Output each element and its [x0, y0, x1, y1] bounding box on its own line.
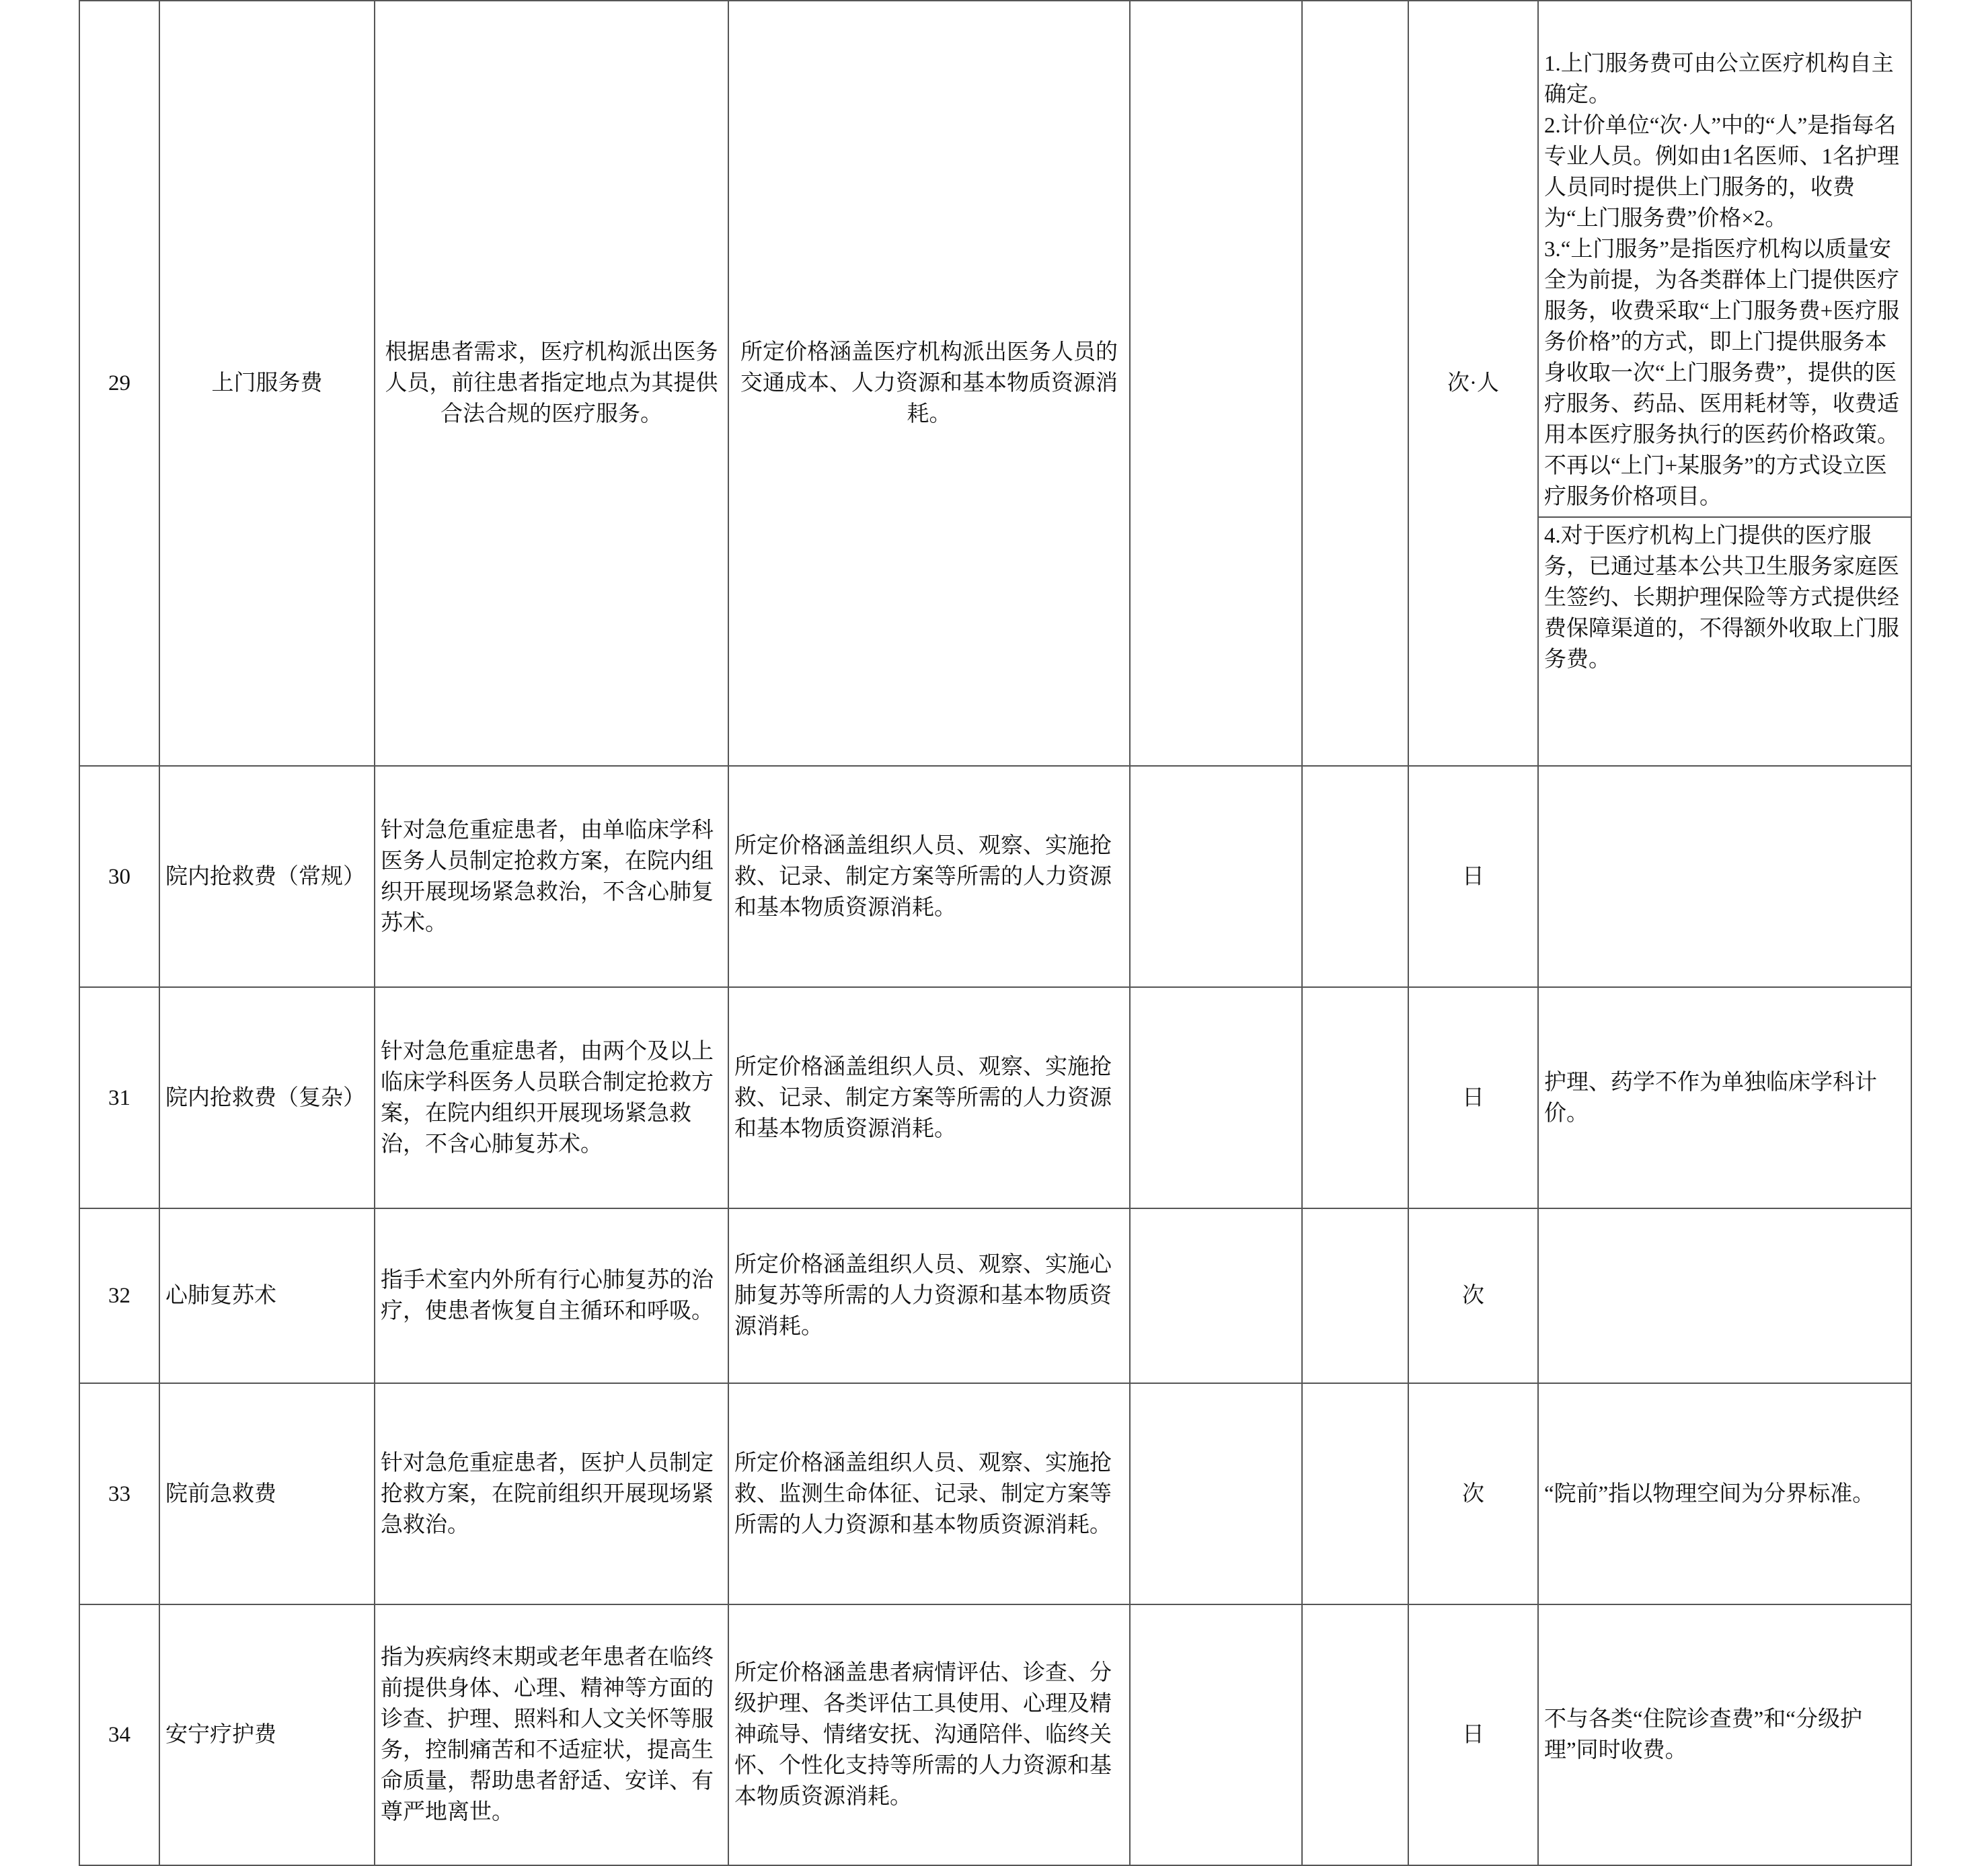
item-col6: [1302, 1208, 1408, 1383]
item-name: 院内抢救费（复杂）: [159, 987, 375, 1208]
item-note: [1538, 766, 1911, 987]
item-content: 针对急危重症患者，医护人员制定抢救方案，在院前组织开展现场紧急救治。: [375, 1383, 728, 1604]
item-note: [1538, 1208, 1911, 1383]
item-note: 护理、药学不作为单独临床学科计价。: [1538, 987, 1911, 1208]
item-note: 不与各类“住院诊查费”和“分级护理”同时收费。: [1538, 1604, 1911, 1865]
item-content: 针对急危重症患者，由单临床学科医务人员制定抢救方案，在院内组织开展现场紧急救治，不含心肺复苏术。: [375, 766, 728, 987]
pricing-table: [79, 0, 1912, 1866]
item-name: 心肺复苏术: [159, 1208, 375, 1383]
item-scope: 所定价格涵盖患者病情评估、诊查、分级护理、各类评估工具使用、心理及精神疏导、情绪安抚、沟通陪伴、临终关怀、个性化支持等所需的人力资源和基本物质资源消耗。: [728, 1604, 1130, 1865]
item-unit: 日: [1408, 987, 1538, 1208]
item-content: 指为疾病终末期或老年患者在临终前提供身体、心理、精神等方面的诊查、护理、照料和人文关怀等服务，控制痛苦和不适症状，提高生命质量，帮助患者舒适、安详、有尊严地离世。: [375, 1604, 728, 1865]
item-scope: 所定价格涵盖医疗机构派出医务人员的交通成本、人力资源和基本物质资源消耗。: [728, 1, 1130, 766]
item-content: 针对急危重症患者，由两个及以上临床学科医务人员联合制定抢救方案，在院内组织开展现场紧急救治，不含心肺复苏术。: [375, 987, 728, 1208]
table-row: [79, 1208, 1911, 1383]
item-content: 指手术室内外所有行心肺复苏的治疗，使患者恢复自主循环和呼吸。: [375, 1208, 728, 1383]
item-col5: [1130, 1208, 1302, 1383]
item-col6: [1302, 1604, 1408, 1865]
item-unit: 日: [1408, 766, 1538, 987]
item-number: 31: [79, 987, 159, 1208]
item-number: 34: [79, 1604, 159, 1865]
item-col5: [1130, 766, 1302, 987]
item-content: 根据患者需求，医疗机构派出医务人员，前往患者指定地点为其提供合法合规的医疗服务。: [375, 1, 728, 766]
item-col6: [1302, 987, 1408, 1208]
item-col6: [1302, 766, 1408, 987]
item-note-2: 4.对于医疗机构上门提供的医疗服务，已通过基本公共卫生服务家庭医生签约、长期护理保险等方式提供经费保障渠道的，不得额外收取上门服务费。: [1539, 516, 1911, 675]
item-note: 1.上门服务费可由公立医疗机构自主确定。 2.计价单位“次·人”中的“人”是指每名专业人员。例如由1名医师、1名护理人员同时提供上门服务的，收费为“上门服务费”价格×2。 3.“上门服务”是指医疗机构以质量安全为前提，为各类群体上门提供医疗服务，收费采取“上门服务费+医疗服务价格”的方式，即上门提供服务本身收取一次“上门服务费”，提供的医疗服务、药品、医用耗材等，收费适用本医疗服务执行的医药价格政策。不再以“上门+某服务”的方式设立医疗服务价格项目。: [1544, 52, 1900, 509]
item-name: 安宁疗护费: [159, 1604, 375, 1865]
table-row: [79, 1604, 1911, 1865]
table-row: [79, 1383, 1911, 1604]
item-col5: [1130, 1383, 1302, 1604]
table-row: [79, 1, 1911, 766]
table-row: [79, 987, 1911, 1208]
item-number: 29: [79, 1, 159, 766]
item-name: 院内抢救费（常规）: [159, 766, 375, 987]
table-row: [79, 766, 1911, 987]
item-col5: [1130, 1, 1302, 766]
item-scope: 所定价格涵盖组织人员、观察、实施抢救、监测生命体征、记录、制定方案等所需的人力资源和基本物质资源消耗。: [728, 1383, 1130, 1604]
item-col6: [1302, 1, 1408, 766]
item-number: 30: [79, 766, 159, 987]
item-unit: 次: [1408, 1208, 1538, 1383]
item-scope: 所定价格涵盖组织人员、观察、实施心肺复苏等所需的人力资源和基本物质资源消耗。: [728, 1208, 1130, 1383]
item-note-cell: [1538, 1, 1911, 766]
item-col6: [1302, 1383, 1408, 1604]
item-name: 院前急救费: [159, 1383, 375, 1604]
item-note: “院前”指以物理空间为分界标准。: [1538, 1383, 1911, 1604]
item-unit: 次: [1408, 1383, 1538, 1604]
item-unit: 日: [1408, 1604, 1538, 1865]
item-col5: [1130, 987, 1302, 1208]
item-scope: 所定价格涵盖组织人员、观察、实施抢救、记录、制定方案等所需的人力资源和基本物质资源消耗。: [728, 987, 1130, 1208]
item-name: 上门服务费: [159, 1, 375, 766]
item-scope: 所定价格涵盖组织人员、观察、实施抢救、记录、制定方案等所需的人力资源和基本物质资源消耗。: [728, 766, 1130, 987]
item-number: 33: [79, 1383, 159, 1604]
item-unit: 次·人: [1408, 1, 1538, 766]
item-number: 32: [79, 1208, 159, 1383]
item-col5: [1130, 1604, 1302, 1865]
